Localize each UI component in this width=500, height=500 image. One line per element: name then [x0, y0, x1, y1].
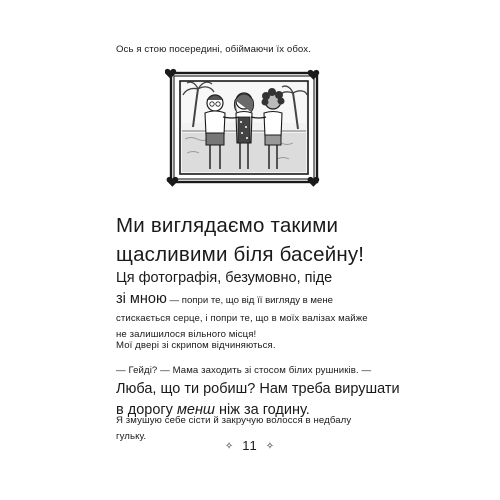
para3-line-3a: в дорогу [116, 402, 177, 418]
para3-line-1: — Гейді? — Мама заходить зі стосом білих рушників. — [116, 365, 372, 376]
intro-line: Ось я стою посередині, обіймаючи їх обох. [116, 44, 311, 55]
paragraph-1 [116, 268, 406, 343]
para1-line-1: Ця фотографія, безумовно, піде [116, 270, 333, 286]
page-number-value: 11 [242, 438, 258, 453]
ornament-right-icon: ✧ [265, 441, 276, 452]
para1-line-2-large: зі мною [116, 291, 167, 307]
para3-line-3c: ніж за годину. [214, 402, 310, 418]
framed-photo-illustration [165, 67, 323, 188]
ornament-left-icon: ✧ [224, 441, 235, 452]
para1-line-2-small: — попри те, що від її вигляду в мене [166, 295, 333, 306]
heading [116, 211, 416, 269]
paragraph-2: Мої двері зі скрипом відчиняються. [116, 340, 276, 351]
para1-line-3: стискається серце, і попри те, що в моїх валізах майже [116, 313, 368, 324]
page-number [0, 438, 500, 453]
heart-icon [167, 177, 179, 187]
para3-line-3-emphasis: менш [176, 402, 215, 418]
para4-line-2: гульку. [116, 431, 147, 442]
heading-line-2: щасливими біля басейну! [116, 243, 365, 266]
heading-line-1: Ми виглядаємо такими [116, 214, 339, 237]
para1-line-2 [116, 289, 406, 311]
para1-line-4: не залишилося вільного місця! [116, 329, 257, 340]
para4-line-1: Я змушую себе сісти й закручую волосся в недбалу [116, 415, 352, 426]
heart-icon [308, 177, 320, 187]
para3-line-2: Люба, що ти робиш? Нам треба вирушати [116, 381, 400, 397]
